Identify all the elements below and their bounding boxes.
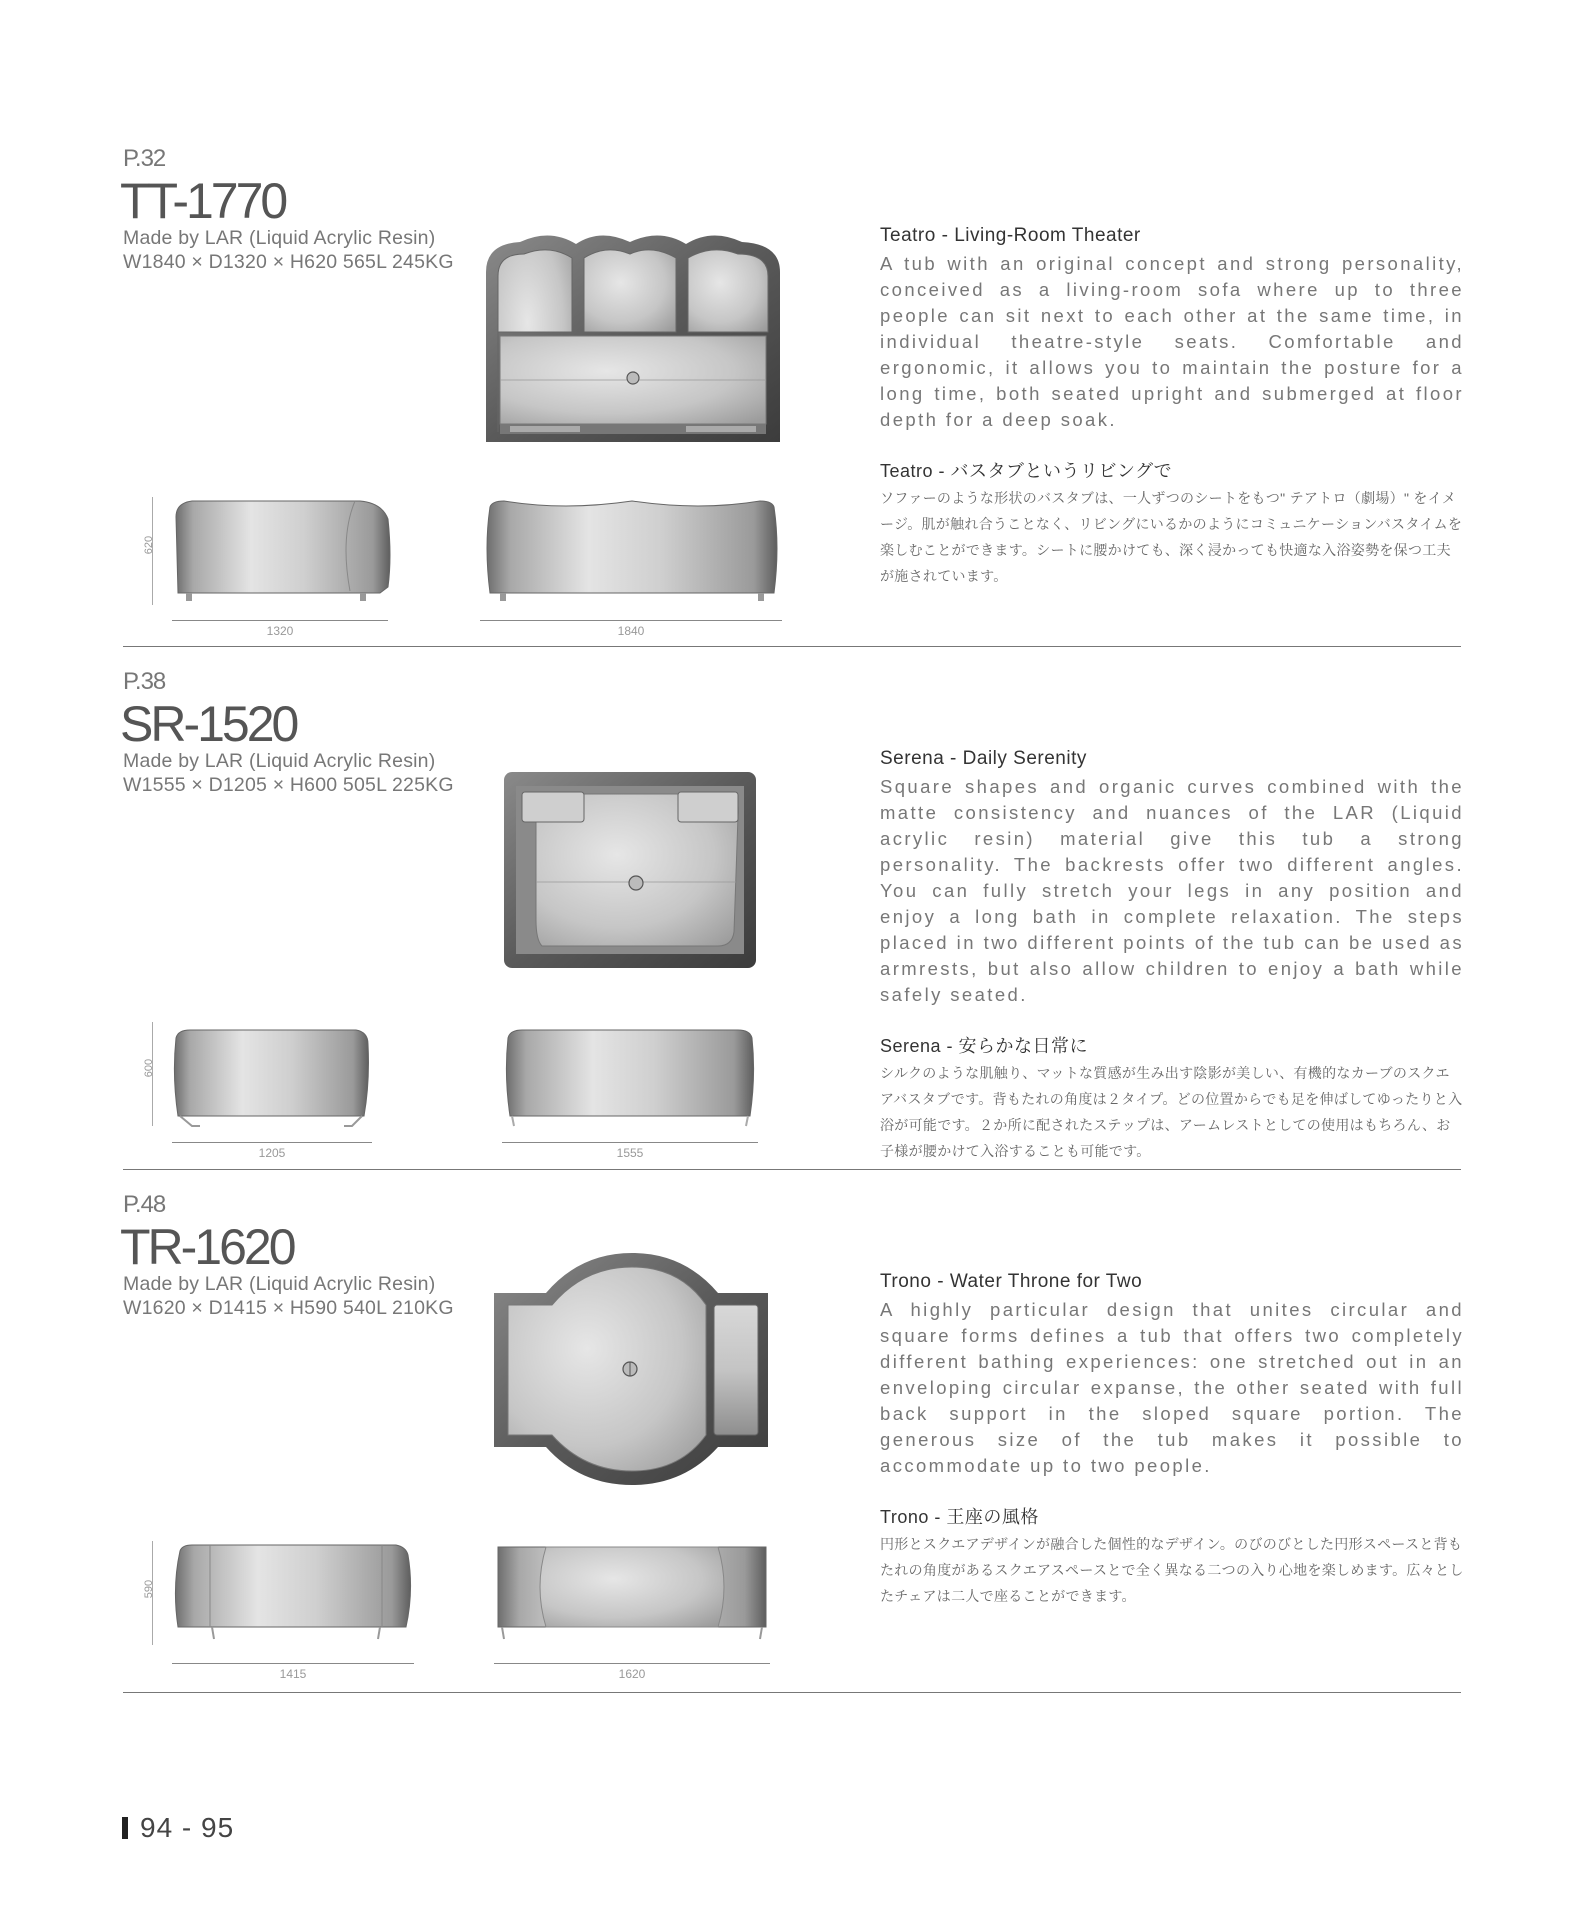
- page-numbers: 94 - 95: [140, 1812, 235, 1843]
- model-number: TR-1620: [120, 1219, 294, 1275]
- tub-side-view-depth: [172, 1541, 414, 1645]
- tub-side-view-depth: [170, 497, 396, 605]
- english-body: Square shapes and organic curves combined with the matte consistency and nuances of the LAR (Liquid acrylic resin) material give this tub a strong personality. The backrests offer two different angles. You can fully stretch your legs in any position and enjoy a long bath in complete relaxation. The steps placed in two different points of the tub can be used as armrests, but also allow children to enjoy a bath while safely seated.: [880, 776, 1464, 1005]
- page-reference: P.32: [123, 145, 166, 172]
- material-line: Made by LAR (Liquid Acrylic Resin): [123, 750, 436, 772]
- depth-dimension-line: [172, 1142, 372, 1143]
- model-number: TT-1770: [120, 173, 286, 229]
- page-folio: [122, 1813, 234, 1843]
- spec-line: W1620 × D1415 × H590 540L 210KG: [123, 1297, 454, 1319]
- spec-line: W1555 × D1205 × H600 505L 225KG: [123, 774, 454, 796]
- japanese-body: シルクのような肌触り、マットな質感が生み出す陰影が美しい、有機的なカーブのスクエアバスタブです。背もたれの角度は２タイプ。どの位置からでも足を伸ばしてゆったりと入浴が可能です。２か所に配されたステップは、アームレストとしての使用はもちろん、お子様が腰かけて入浴することも可能です。: [880, 1065, 1463, 1159]
- tub-top-view: [480, 232, 786, 447]
- folio-bar: [122, 1817, 128, 1839]
- model-number: SR-1520: [120, 696, 297, 752]
- japanese-body: 円形とスクエアデザインが融合した個性的なデザイン。のびのびとした円形スペースと背もたれの角度があるスクエアスペースとで全く異なる二つの入り心地を楽しめます。広々としたチェアは二人で座ることができます。: [880, 1536, 1464, 1604]
- english-title: Trono - Water Throne for Two: [880, 1271, 1143, 1292]
- product-section-sr1520: [0, 668, 1577, 1188]
- japanese-title: Trono - 王座の風格: [880, 1507, 1039, 1527]
- spec-line: W1840 × D1320 × H620 565L 245KG: [123, 251, 454, 273]
- depth-dimension-label: 1205: [258, 1146, 286, 1160]
- japanese-title: Teatro - バスタブというリビングで: [880, 461, 1173, 481]
- page-reference: P.48: [123, 1191, 166, 1218]
- width-dimension-label: 1555: [616, 1146, 644, 1160]
- section-divider: [123, 1692, 1461, 1693]
- material-line: Made by LAR (Liquid Acrylic Resin): [123, 227, 436, 249]
- english-body: A highly particular design that unites circular and square forms defines a tub that offers two completely different bathing experiences: one stretched out in an enveloping circular expanse, the other seated with full back support in the sloped square portion. The generous size of the tub makes it possible to accommodate up to two people.: [880, 1299, 1464, 1476]
- japanese-body: ソファーのような形状のバスタブは、一人ずつのシートをもつ" テアトロ（劇場）" をイメージ。肌が触れ合うことなく、リビングにいるかのようにコミュニケーションバスタイムを楽しむことができます。シートに腰かけても、深く浸かっても快適な入浴姿勢を保つ工夫が施されています。: [880, 490, 1463, 584]
- depth-dimension-line: [172, 1663, 414, 1664]
- width-dimension-line: [480, 620, 782, 621]
- section-divider: [123, 646, 1461, 647]
- tub-side-view-depth: [172, 1026, 372, 1130]
- page-reference: P.38: [123, 668, 166, 695]
- english-title: Serena - Daily Serenity: [880, 748, 1087, 769]
- english-body: A tub with an original concept and strong personality, conceived as a living-room sofa where up to three people can sit next to each other at the same time, in individual theatre-style seats. Comfortable and ergonomic, it allows you to maintain the posture for a long time, both seated upright and submerged at floor depth for a deep soak.: [880, 253, 1464, 430]
- height-dimension-label: 590: [143, 1579, 155, 1599]
- description-block: [880, 225, 1464, 589]
- height-dimension-label: 600: [143, 1058, 155, 1078]
- description-block: [880, 748, 1464, 1164]
- tub-side-view-width: [502, 1026, 758, 1130]
- tub-side-view-width: [484, 497, 780, 605]
- depth-dimension-label: 1415: [279, 1667, 307, 1681]
- product-section-tr1620: [0, 1191, 1577, 1711]
- english-title: Teatro - Living-Room Theater: [880, 225, 1141, 246]
- section-divider: [123, 1169, 1461, 1170]
- tub-top-view: [490, 1251, 772, 1487]
- depth-dimension-label: 1320: [266, 624, 294, 638]
- material-line: Made by LAR (Liquid Acrylic Resin): [123, 1273, 436, 1295]
- tub-top-view: [502, 770, 758, 970]
- depth-dimension-line: [172, 620, 388, 621]
- height-dimension-label: 620: [143, 535, 155, 555]
- width-dimension-label: 1620: [618, 1667, 646, 1681]
- width-dimension-line: [502, 1142, 758, 1143]
- product-section-tt1770: [0, 145, 1577, 665]
- width-dimension-line: [494, 1663, 770, 1664]
- japanese-title: Serena - 安らかな日常に: [880, 1036, 1089, 1056]
- description-block: [880, 1271, 1464, 1609]
- width-dimension-label: 1840: [617, 624, 645, 638]
- tub-side-view-width: [494, 1541, 770, 1645]
